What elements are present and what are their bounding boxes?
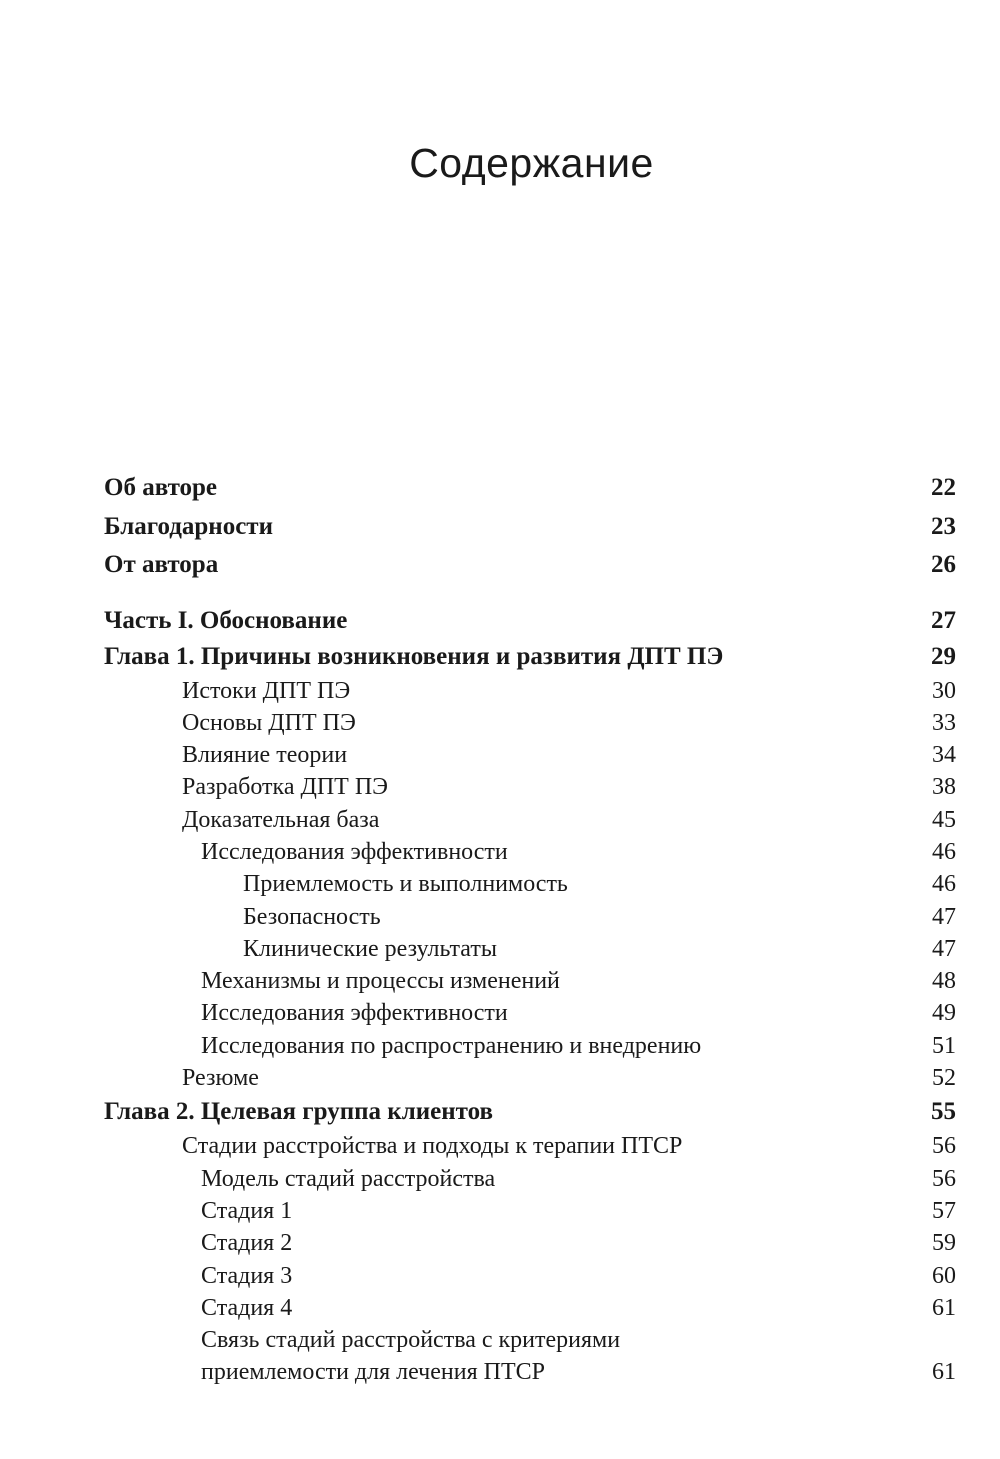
toc-entry-about-author[interactable] [104, 469, 956, 508]
toc-entry-page: 30 [932, 677, 956, 704]
toc-part-title: Часть I. Обоснование [104, 606, 348, 634]
toc-entry-page: 48 [932, 968, 956, 995]
toc-entry-page: 38 [932, 774, 956, 801]
toc-entry-page: 34 [932, 742, 956, 769]
toc-entry-page: 27 [931, 606, 956, 634]
toc-section[interactable] [104, 1130, 956, 1162]
toc-entry-page: 46 [932, 871, 956, 898]
toc-chapter-title: Глава 1. Причины возникновения и развития ДПТ ПЭ [104, 642, 724, 670]
toc-entry-page: 47 [932, 903, 956, 930]
toc-entry-page: 61 [932, 1359, 956, 1386]
toc-section[interactable] [104, 771, 956, 803]
toc-entry-title: Стадия 1 [201, 1197, 293, 1224]
toc-entry-title: Об авторе [104, 474, 218, 501]
page-title: Содержание [409, 140, 654, 186]
toc-entry-title: Благодарности [104, 512, 273, 540]
toc-entry-title: Клинические результаты [243, 935, 497, 962]
toc-entry-page: 60 [932, 1262, 956, 1289]
toc-subsection[interactable] [104, 1030, 956, 1062]
toc-entry-page: 22 [931, 474, 956, 501]
toc-subsubsection[interactable] [104, 868, 956, 900]
toc-subsubsection[interactable] [104, 901, 956, 933]
toc-section[interactable] [104, 707, 956, 739]
toc-section[interactable] [104, 739, 956, 771]
toc-entry-page: 33 [932, 709, 956, 736]
toc-section[interactable] [104, 675, 956, 707]
toc-part-1[interactable] [104, 603, 956, 639]
toc-entry-title: От автора [104, 551, 219, 578]
toc-entry-page: 56 [932, 1165, 956, 1192]
toc-entry-title: Модель стадий расстройства [201, 1165, 496, 1192]
toc-entry-title-line-2: приемлемости для лечения ПТСР [201, 1359, 545, 1386]
toc-chapter-title: Глава 2. Целевая группа клиентов [104, 1098, 493, 1126]
toc-chapter-2[interactable] [104, 1094, 956, 1130]
toc-entry-title: Механизмы и процессы изменений [201, 968, 560, 995]
toc-entry-title: Безопасность [243, 903, 381, 930]
toc-entry-title: Основы ДПТ ПЭ [182, 709, 356, 736]
toc-entry-title: Исследования эффективности [201, 838, 508, 865]
toc-subsection[interactable] [104, 1227, 956, 1259]
toc-entry-title: Истоки ДПТ ПЭ [182, 677, 351, 704]
toc-entry-page: 52 [932, 1065, 956, 1092]
toc-entry-title: Разработка ДПТ ПЭ [182, 774, 389, 801]
toc-entry-page: 59 [932, 1230, 956, 1257]
toc-subsection[interactable] [104, 1195, 956, 1227]
toc-entry-page: 61 [932, 1294, 956, 1321]
toc-entry-page: 55 [931, 1098, 956, 1126]
toc-entry-title [104, 1324, 620, 1389]
toc-subsection[interactable] [104, 965, 956, 997]
toc-entry-title: Стадии расстройства и подходы к терапии ПТСР [182, 1133, 683, 1160]
toc-entry-title: Стадия 2 [201, 1230, 293, 1257]
toc-entry-title: Исследования по распространению и внедрению [201, 1032, 702, 1059]
toc-entry-page: 56 [932, 1133, 956, 1160]
table-of-contents [104, 469, 956, 1389]
toc-subsubsection[interactable] [104, 933, 956, 965]
toc-entry-page: 23 [931, 512, 956, 540]
toc-section[interactable] [104, 1062, 956, 1094]
toc-subsection[interactable] [104, 836, 956, 868]
toc-entry-title: Резюме [182, 1065, 259, 1092]
toc-entry-title: Исследования эффективности [201, 1000, 508, 1027]
toc-subsection[interactable] [104, 1292, 956, 1324]
toc-subsection[interactable] [104, 1324, 956, 1389]
toc-entry-page: 46 [932, 838, 956, 865]
toc-entry-title: Влияние теории [182, 742, 348, 769]
toc-entry-title: Доказательная база [182, 806, 380, 833]
toc-chapter-1[interactable] [104, 639, 956, 675]
toc-entry-page: 29 [931, 642, 956, 670]
toc-entry-from-author[interactable] [104, 546, 956, 585]
toc-subsection[interactable] [104, 997, 956, 1029]
toc-entry-page: 47 [932, 935, 956, 962]
toc-entry-title: Стадия 4 [201, 1294, 293, 1321]
toc-entry-page: 51 [932, 1032, 956, 1059]
toc-entry-acknowledgements[interactable] [104, 508, 956, 547]
toc-section[interactable] [104, 804, 956, 836]
toc-entry-page: 49 [932, 1000, 956, 1027]
toc-entry-page: 57 [932, 1197, 956, 1224]
toc-subsection[interactable] [104, 1260, 956, 1292]
toc-entry-title: Приемлемость и выполнимость [243, 871, 568, 898]
toc-entry-page: 45 [932, 806, 956, 833]
toc-entry-title: Стадия 3 [201, 1262, 293, 1289]
toc-subsection[interactable] [104, 1163, 956, 1195]
toc-entry-title-line-1: Связь стадий расстройства с критериями [201, 1327, 621, 1354]
toc-entry-page: 26 [931, 551, 956, 578]
